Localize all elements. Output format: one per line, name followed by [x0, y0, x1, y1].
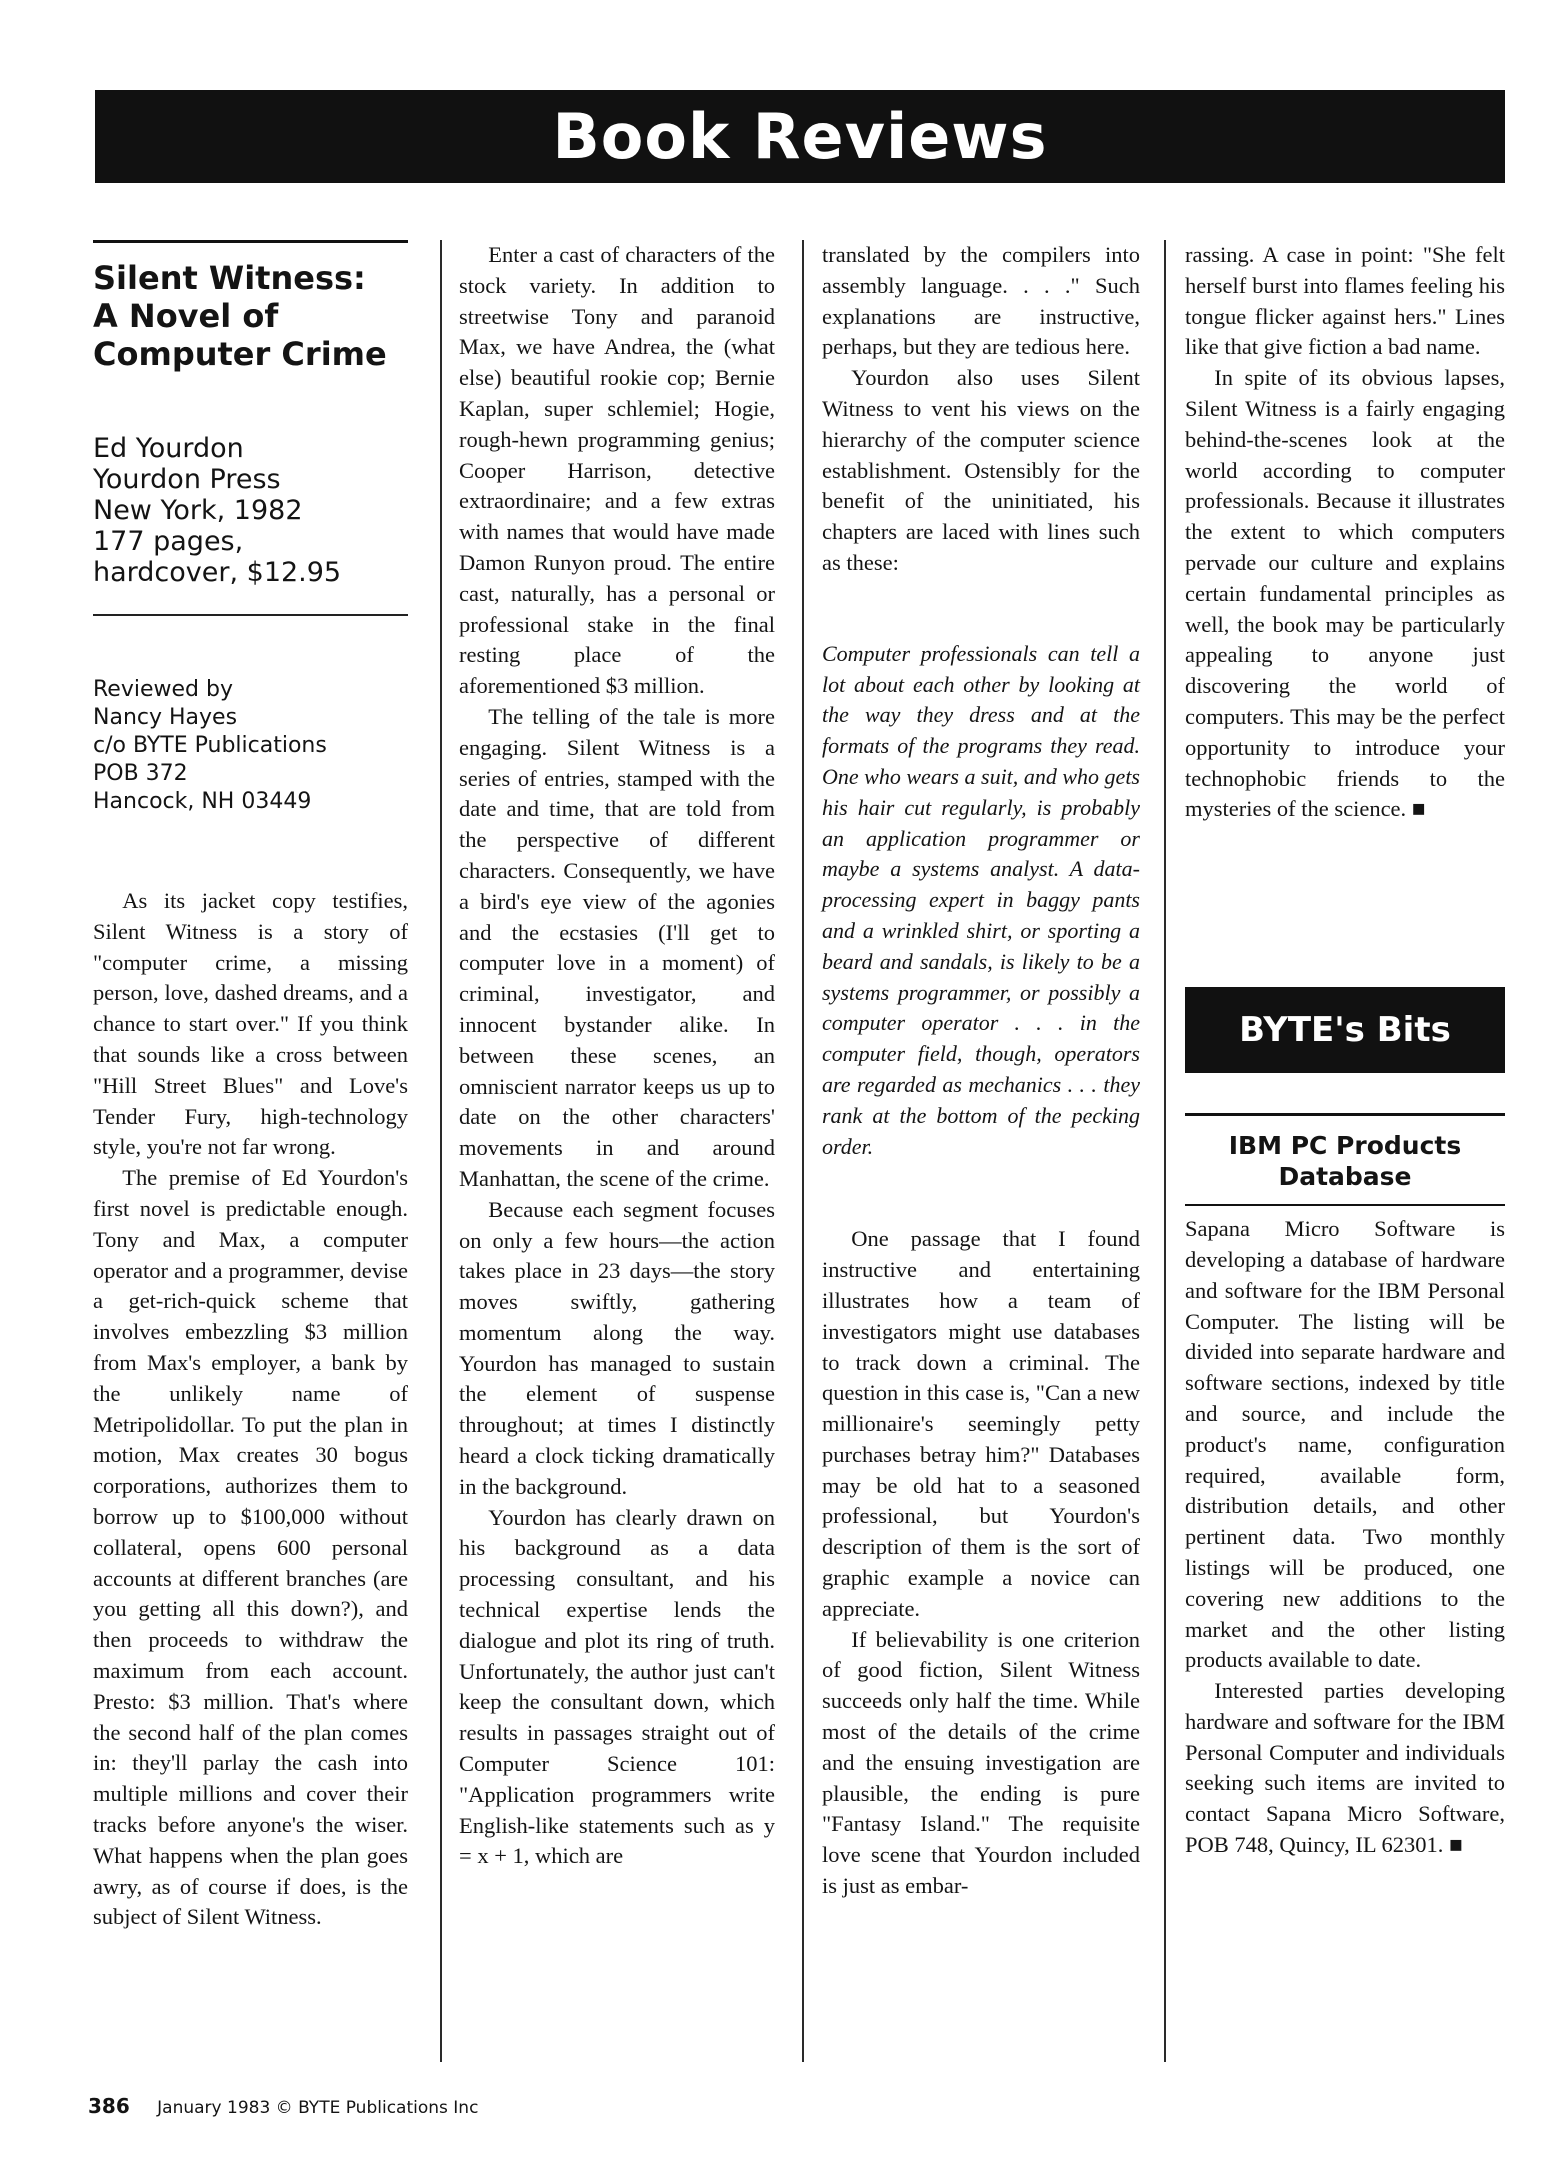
- column-1: [93, 240, 408, 1933]
- footer-credit: January 1983 © BYTE Publications Inc: [157, 2098, 479, 2118]
- body-paragraph: One passage that I found instructive and entertaining illustrates how a team of investigators might use databases to track down a criminal. The question in this case is, "Can a new millionaire's seemingly petty purchases betray him?" Databases may be old hat to a seasoned professional, but Yourdon's description of them is the sort of graphic example a novice can appreciate.: [822, 1226, 1140, 1621]
- body-paragraph: Sapana Micro Software is developing a database of hardware and software for the IBM Personal Computer. The listing will be divided into separate hardware and software sections, indexed by title and source, and include the product's name, configuration required, available form, distribution details, and other pertinent data. Two monthly listings will be produced, one covering new additions to the market and the other listing products available to date.: [1185, 1216, 1505, 1673]
- reviewer-line: Hancock, NH 03449: [93, 789, 312, 814]
- reviewer-name: Nancy Hayes: [93, 705, 238, 730]
- body-paragraph: translated by the compilers into assembly language. . . ." Such explanations are instructive, perhaps, but they are tedious here.: [822, 242, 1140, 360]
- body-paragraph: Interested parties developing hardware and software for the IBM Personal Computer and individuals seeking such items are invited to contact Sapana Micro Software, POB 748, Quincy, IL 62301. ■: [1185, 1678, 1505, 1858]
- reviewer-line: c/o BYTE Publications: [93, 733, 327, 758]
- column-3: [822, 240, 1140, 1902]
- bits-item-title: IBM PC Products Database: [1185, 1113, 1505, 1206]
- title-rule: [93, 240, 408, 243]
- book-price: hardcover, $12.95: [93, 557, 342, 588]
- block-quote: Computer professionals can tell a lot about each other by looking at the way they dress and at the formats of the programs they read. One who wears a suit, and who gets his hair cut regularly, is probably an application programmer or maybe a systems analyst. A data-processing expert in baggy pants and a wrinkled shirt, or sporting a beard and sandals, is likely to be a systems programmer, or possibly a computer operator . . . in the computer field, though, operators are regarded as mechanics . . . they rank at the bottom of the pecking order.: [822, 640, 1140, 1159]
- body-paragraph: As its jacket copy testifies, Silent Witness is a story of "computer crime, a missing person, love, dashed dreams, and a chance to start over." If you think that sounds like a cross between "Hill Street Blues" and Love's Tender Fury, high-technology style, you're not far wrong.: [93, 888, 408, 1160]
- title-line: Computer Crime: [93, 335, 387, 373]
- book-place-year: New York, 1982: [93, 495, 303, 526]
- body-paragraph: The telling of the tale is more engaging. Silent Witness is a series of entries, stamped with the date and time, that are told from the perspective of different characters. Consequently, we have a bird's eye view of the agonies and the ecstasies (I'll get to computer love in a moment) of criminal, investigator, and innocent bystander alike. In between these scenes, an omniscient narrator keeps us up to date on the other characters' movements in and around Manhattan, the scene of the crime.: [459, 703, 775, 1191]
- body-paragraph: Yourdon has clearly drawn on his background as a data processing consultant, and his technical expertise lends the dialogue and plot its ring of truth. Unfortunately, the author just can't keep the consultant down, which results in passages straight out of Computer Science 101: "Application programmers write English-like statements such as y = x + 1, which are: [459, 1504, 775, 1869]
- page-banner: Book Reviews: [95, 90, 1505, 183]
- column-divider: [1164, 240, 1166, 2062]
- body-paragraph: Enter a cast of characters of the stock variety. In addition to streetwise Tony and paranoid Max, we have Andrea, the (what else) beautiful rookie cop; Bernie Kaplan, super schlemiel; Hogie, rough-hewn programming genius; Cooper Harrison, detective extraordinaire; and a few extras with names that would have made Damon Runyon proud. The entire cast, naturally, has a personal or professional stake in the final resting place of the aforementioned $3 million.: [459, 242, 775, 699]
- body-paragraph: If believability is one criterion of good fiction, Silent Witness succeeds only half the time. While most of the details of the crime and the ensuing investigation are plausible, the ending is pure "Fantasy Island." The requisite love scene that Yourdon included is just as embar-: [822, 1626, 1140, 1899]
- reviewer-info: [93, 676, 408, 816]
- book-author: Ed Yourdon: [93, 433, 244, 464]
- column-2: [459, 240, 775, 1872]
- book-publisher: Yourdon Press: [93, 464, 281, 495]
- column-4: [1185, 240, 1505, 1861]
- body-paragraph: Yourdon also uses Silent Witness to vent his views on the hierarchy of the computer science establishment. Ostensibly for the benefit of the uninitiated, his chapters are laced with lines such as these:: [822, 365, 1140, 575]
- page-footer: [88, 2094, 478, 2118]
- book-pages: 177 pages,: [93, 526, 244, 557]
- body-paragraph: In spite of its obvious lapses, Silent Witness is a fairly engaging behind-the-scenes look at the world according to computer professionals. Because it illustrates the extent to which computers pervade our culture and explains certain fundamental principles as well, the book may be particularly appealing to anyone just discovering the world of computers. This may be the perfect opportunity to introduce your technophobic friends to the mysteries of the science. ■: [1185, 365, 1505, 822]
- body-paragraph: rassing. A case in point: "She felt herself burst into flames feeling his tongue flicker against hers." Lines like that give fiction a bad name.: [1185, 242, 1505, 360]
- book-metadata: [93, 433, 408, 616]
- title-line: Silent Witness:: [93, 259, 366, 297]
- column-divider: [802, 240, 804, 2062]
- title-line: A Novel of: [93, 297, 279, 335]
- page-number: 386: [88, 2094, 130, 2118]
- review-title: [93, 259, 408, 373]
- column-divider: [440, 240, 442, 2062]
- reviewer-line: Reviewed by: [93, 677, 233, 702]
- body-paragraph: The premise of Ed Yourdon's first novel is predictable enough. Tony and Max, a computer operator and a programmer, devise a get-rich-quick scheme that involves embezzling $3 million from Max's employer, a bank by the unlikely name of Metripolidollar. To put the plan in motion, Max creates 30 bogus corporations, authorizes them to borrow up to $100,000 without collateral, opens 600 personal accounts at different branches (are you getting all this down?), and then proceeds to withdraw the maximum from each account. Presto: $3 million. That's where the second half of the plan comes in: they'll parlay the cash into multiple millions and cover their tracks before anyone's the wiser. What happens when the plan goes awry, as of course if does, is the subject of Silent Witness.: [93, 1165, 408, 1930]
- bytes-bits-banner: BYTE's Bits: [1185, 987, 1505, 1073]
- reviewer-line: POB 372: [93, 761, 188, 786]
- body-paragraph: Because each segment focuses on only a few hours—the action takes place in 23 days—the story moves swiftly, gathering momentum along the way. Yourdon has managed to sustain the element of suspense throughout; at times I distinctly heard a clock ticking dramatically in the background.: [459, 1196, 775, 1499]
